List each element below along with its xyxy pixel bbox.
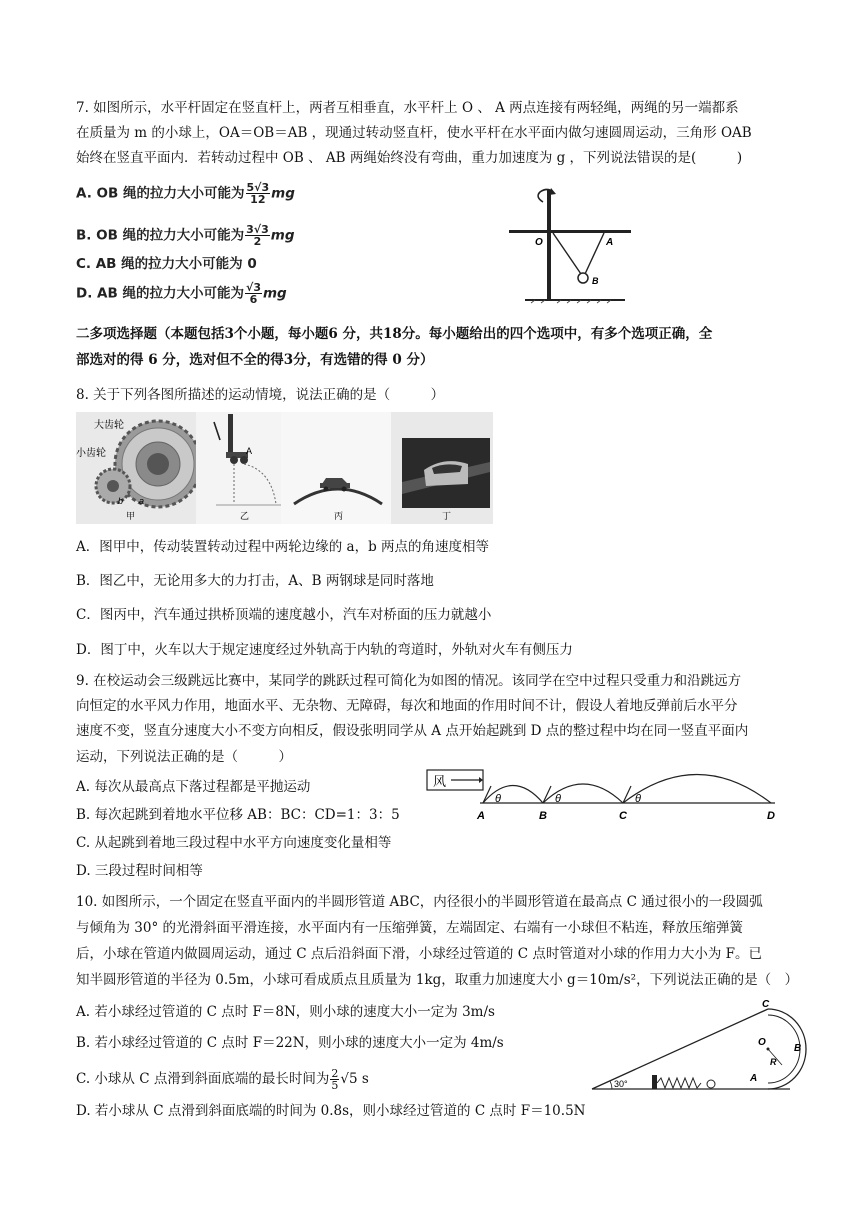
q8-option-a[interactable]: A．图甲中，传动装置转动过程中两轮边缘的 a，b 两点的角速度相等 (76, 539, 490, 555)
incline-slope (592, 1009, 768, 1089)
q10-line-1: 10. 如图所示，一个固定在竖直平面内的半圆形管道 ABC，内径很小的半圆形管道在最高点 C 通过很小的一段圆弧 (76, 894, 763, 910)
section-2-header-line-2: 部选对的得 6 分，选对但不全的得3分，有选错的得 0 分） (76, 352, 434, 368)
stand-post (228, 414, 233, 454)
label-o: O (535, 237, 543, 248)
q8-option-d[interactable]: D．图丁中，火车以大于规定速度经过外轨高于内轨的弯道时，外轨对火车有侧压力 (76, 642, 573, 658)
point-a-label: A (477, 810, 485, 822)
theta-a-label: θ (495, 793, 501, 805)
q7-option-b-text: B. OB 绳的拉力大小可能为 (76, 227, 245, 244)
caption-ding: 丁 (442, 511, 452, 521)
q10-option-b[interactable]: B. 若小球经过管道的 C 点时 F＝22N，则小球的速度大小一定为 4m/s (76, 1035, 504, 1051)
caption-bing: 丙 (334, 511, 344, 521)
point-b-label: B (539, 810, 547, 822)
horizontal-rod (509, 230, 631, 233)
point-d-label: D (767, 810, 775, 822)
small-gear-label: 小齿轮 (76, 448, 106, 459)
q7-option-c[interactable]: C. AB 绳的拉力大小可能为 0 (76, 256, 257, 272)
panel-yi-bg (196, 412, 281, 524)
q7-option-a-text: A. OB 绳的拉力大小可能为 (76, 185, 245, 202)
point-a-label: a (139, 496, 145, 506)
q7-option-a-numerator: 5√3 (246, 181, 270, 194)
theta-c-label: θ (635, 793, 641, 805)
ball-a-label: A (246, 446, 253, 456)
q10-line-4: 知半圆形管道的半径为 0.5m，小球可看成质点且质量为 1kg，取重力加速度大小 g＝10m/s²，下列说法正确的是（ ） (76, 972, 799, 988)
angle-label: 30° (614, 1079, 628, 1089)
q7-option-a-fraction (246, 182, 271, 205)
q7-option-d[interactable] (76, 282, 287, 305)
car-wheel-front (342, 487, 347, 492)
theta-b-label: θ (555, 793, 561, 805)
q7-option-a-unit: mg (271, 185, 295, 202)
small-gear-hub (107, 480, 119, 492)
car-wheel-rear (324, 487, 329, 492)
q9-line-1: 9. 在校运动会三级跳远比赛中，某同学的跳跃过程可简化为如图的情况。该同学在空中过程只受重力和沿跳远方 (76, 673, 742, 689)
q10-semicircle-pipe-figure (590, 999, 805, 1097)
point-o-label: O (758, 1037, 766, 1048)
launch-arrow-a-icon (483, 786, 491, 803)
point-c-label: C (762, 999, 770, 1010)
q7-option-b[interactable] (76, 224, 294, 247)
q9-line-4: 运动，下列说法正确的是（ ） (76, 749, 292, 765)
ball-b (230, 456, 238, 464)
q9-option-c[interactable]: C. 从起跳到着地三段过程中水平方向速度变化量相等 (76, 835, 392, 851)
q10-option-c-fraction (330, 1068, 339, 1091)
q9-option-a[interactable]: A. 每次从最高点下落过程都是平抛运动 (76, 779, 311, 795)
caption-jia: 甲 (126, 511, 136, 521)
q9-option-b[interactable]: B. 每次起跳到着地水平位移 AB：BC：CD=1：3：5 (76, 807, 400, 823)
q10-option-c-denominator: 5 (331, 1079, 339, 1092)
rope-ob (553, 233, 581, 274)
point-c-label: C (619, 810, 627, 822)
point-b-label: B (794, 1043, 802, 1054)
q10-option-c-text: C. 小球从 C 点滑到斜面底端的最长时间为 (76, 1071, 330, 1087)
spring-wall (652, 1075, 657, 1089)
arc-ab (483, 786, 543, 804)
point-b-label: b (118, 496, 124, 506)
q7-option-a[interactable] (76, 182, 295, 205)
q8-option-c[interactable]: C．图丙中，汽车通过拱桥顶端的速度越小，汽车对桥面的压力就越小 (76, 607, 492, 623)
q8-figure-strip (76, 412, 493, 524)
q8-stem: 8. 关于下列各图所描述的运动情境，说法正确的是（ ） (76, 387, 445, 403)
radius-label: R (770, 1057, 777, 1067)
ball (707, 1080, 715, 1088)
ball-a (240, 456, 248, 464)
q7-rotating-rod-figure (505, 175, 635, 305)
ball (578, 273, 588, 283)
section-2-header-line-1: 二多项选择题（本题包括3个小题，每小题6 分，共18分。每小题给出的四个选项中，有多个选项正确，全 (76, 326, 713, 342)
arch-bridge-figure (281, 412, 391, 524)
q7-option-d-text: D. AB 绳的拉力大小可能为 (76, 285, 244, 302)
q7-option-d-fraction (245, 282, 262, 305)
falling-balls-figure (196, 412, 281, 524)
q10-option-d[interactable]: D. 若小球从 C 点滑到斜面底端的时间为 0.8s，则小球经过管道的 C 点时 F＝10.5N (76, 1103, 586, 1119)
caption-yi: 乙 (240, 511, 250, 521)
q10-line-2: 与倾角为 30° 的光滑斜面平滑连接，水平面内有一压缩弹簧，左端固定、右端有一小球但不粘连，释放压缩弹簧 (76, 920, 744, 936)
angle-arc (610, 1081, 612, 1089)
q7-option-d-numerator: √3 (245, 281, 261, 294)
q10-option-a[interactable]: A. 若小球经过管道的 C 点时 F＝8N，则小球的速度大小一定为 3m/s (76, 1004, 495, 1020)
q7-option-b-denominator: 2 (253, 235, 262, 248)
vertical-rod (547, 190, 551, 300)
q9-line-3: 速度不变，竖直分速度大小不变方向相反，假设张明同学从 A 点开始起跳到 D 点的整过程中均在同一竖直平面内 (76, 723, 749, 739)
q10-line-3: 后，小球在管道内做圆周运动，通过 C 点后沿斜面下滑，小球经过管道的 C 点时管道对小球的作用力大小为 F。已 (76, 946, 762, 962)
spring (657, 1078, 701, 1088)
q10-option-c[interactable] (76, 1068, 369, 1091)
label-a: A (606, 237, 614, 248)
big-gear-hub (147, 453, 169, 475)
q7-option-d-denominator: 6 (249, 293, 258, 306)
q9-line-2: 向恒定的水平风力作用，地面水平、无杂物、无障碍，每次和地面的作用时间不计，假设人着地反弹前后水平分 (76, 698, 738, 714)
point-a-label: A (750, 1073, 758, 1084)
q7-option-b-numerator: 3√3 (246, 223, 269, 236)
q7-option-b-unit: mg (270, 227, 295, 244)
launch-arrow-b-icon (543, 786, 551, 803)
q7-option-d-unit: mg (262, 285, 287, 302)
q9-option-d[interactable]: D. 三段过程时间相等 (76, 863, 203, 879)
q7-option-b-fraction (245, 224, 270, 247)
rope-ab (585, 233, 604, 274)
wind-label: 风 (433, 774, 447, 789)
panel-bing-bg (281, 412, 391, 524)
q8-option-b[interactable]: B．图乙中，无论用多大的力打击，A、B 两钢球是同时落地 (76, 573, 434, 589)
q7-line-1: 7. 如图所示，水平杆固定在竖直杆上，两者互相垂直，水平杆上 O 、 A 两点连接有两轻绳，两绳的另一端都系 (76, 100, 739, 116)
q7-option-a-denominator: 12 (250, 193, 266, 206)
q10-option-c-unit: √5 s (340, 1071, 369, 1087)
q9-triple-jump-figure (425, 760, 790, 822)
q7-line-3: 始终在竖直平面内．若转动过程中 OB 、 AB 两绳始终没有弯曲，重力加速度为 g ，下列说法错误的是( ) (76, 150, 743, 166)
big-gear-label: 大齿轮 (94, 420, 124, 431)
arc-cd (623, 775, 771, 804)
q7-line-2: 在质量为 m 的小球上，OA＝OB＝AB ，现通过转动竖直杆，使水平杆在水平面内做匀速圆周运动，三角形 OAB (76, 125, 752, 141)
q10-option-c-numerator: 2 (331, 1067, 339, 1080)
label-b: B (592, 276, 599, 286)
